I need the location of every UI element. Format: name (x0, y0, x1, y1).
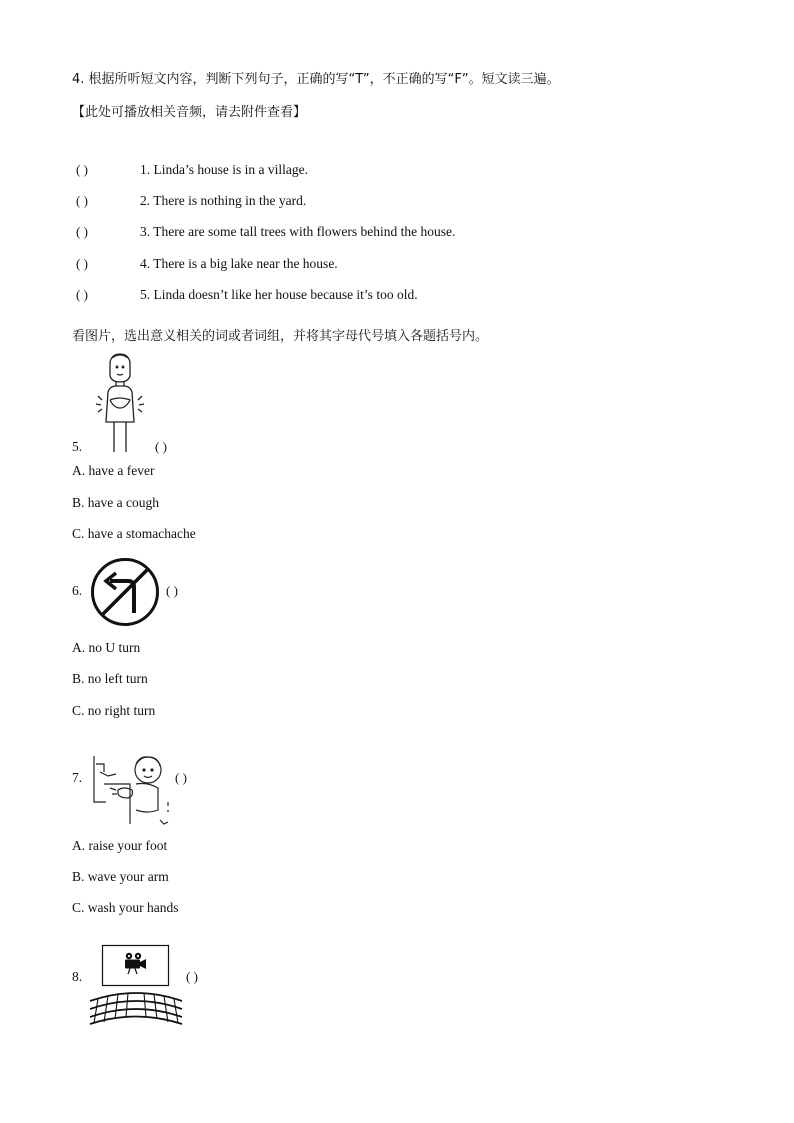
statement-3: 3. There are some tall trees with flowers behind the house. (140, 224, 456, 239)
question-7-option-c[interactable]: C. wash your hands (72, 900, 179, 915)
question-8-answer-paren[interactable]: ( ) (186, 969, 198, 984)
answer-paren-2[interactable]: ( ) (76, 193, 88, 208)
statement-5: 5. Linda doesn’t like her house because it’s too old. (140, 287, 418, 302)
question-6-option-a[interactable]: A. no U turn (72, 640, 141, 655)
question-5-answer-paren[interactable]: ( ) (155, 439, 167, 454)
answer-paren-5[interactable]: ( ) (76, 287, 88, 302)
washing-hands-icon (90, 754, 172, 826)
question-5-option-a[interactable]: A. have a fever (72, 463, 155, 478)
question-5-number: 5. (72, 439, 83, 454)
question-6-answer-paren[interactable]: ( ) (166, 583, 178, 598)
question-7-answer-paren[interactable]: ( ) (175, 770, 187, 785)
audio-note: 【此处可播放相关音频，请去附件查看】 (72, 105, 307, 120)
statement-1: 1. Linda’s house is in a village. (140, 162, 308, 177)
question-6-option-b[interactable]: B. no left turn (72, 671, 148, 686)
question-7-option-b[interactable]: B. wave your arm (72, 869, 169, 884)
shivering-person-icon (90, 352, 148, 452)
question-5-option-b[interactable]: B. have a cough (72, 495, 159, 510)
question-7-option-a[interactable]: A. raise your foot (72, 838, 168, 853)
question-6-number: 6. (72, 583, 83, 598)
statement-2: 2. There is nothing in the yard. (140, 193, 307, 208)
answer-paren-4[interactable]: ( ) (76, 256, 88, 271)
question-5-option-c[interactable]: C. have a stomachache (72, 526, 196, 541)
answer-paren-1[interactable]: ( ) (76, 162, 88, 177)
no-left-turn-sign-icon (90, 557, 160, 627)
section5-instruction: 看图片，选出意义相关的词或者词组，并将其字母代号填入各题括号内。 (72, 329, 489, 344)
statement-4: 4. There is a big lake near the house. (140, 256, 338, 271)
question-8-number: 8. (72, 969, 83, 984)
answer-paren-3[interactable]: ( ) (76, 224, 88, 239)
section4-instruction: 4. 根据所听短文内容，判断下列句子，正确的写“T”，不正确的写“F”。短文读三遍。 (72, 72, 560, 87)
question-7-number: 7. (72, 770, 83, 785)
cinema-icon (88, 943, 184, 1025)
question-6-option-c[interactable]: C. no right turn (72, 703, 156, 718)
